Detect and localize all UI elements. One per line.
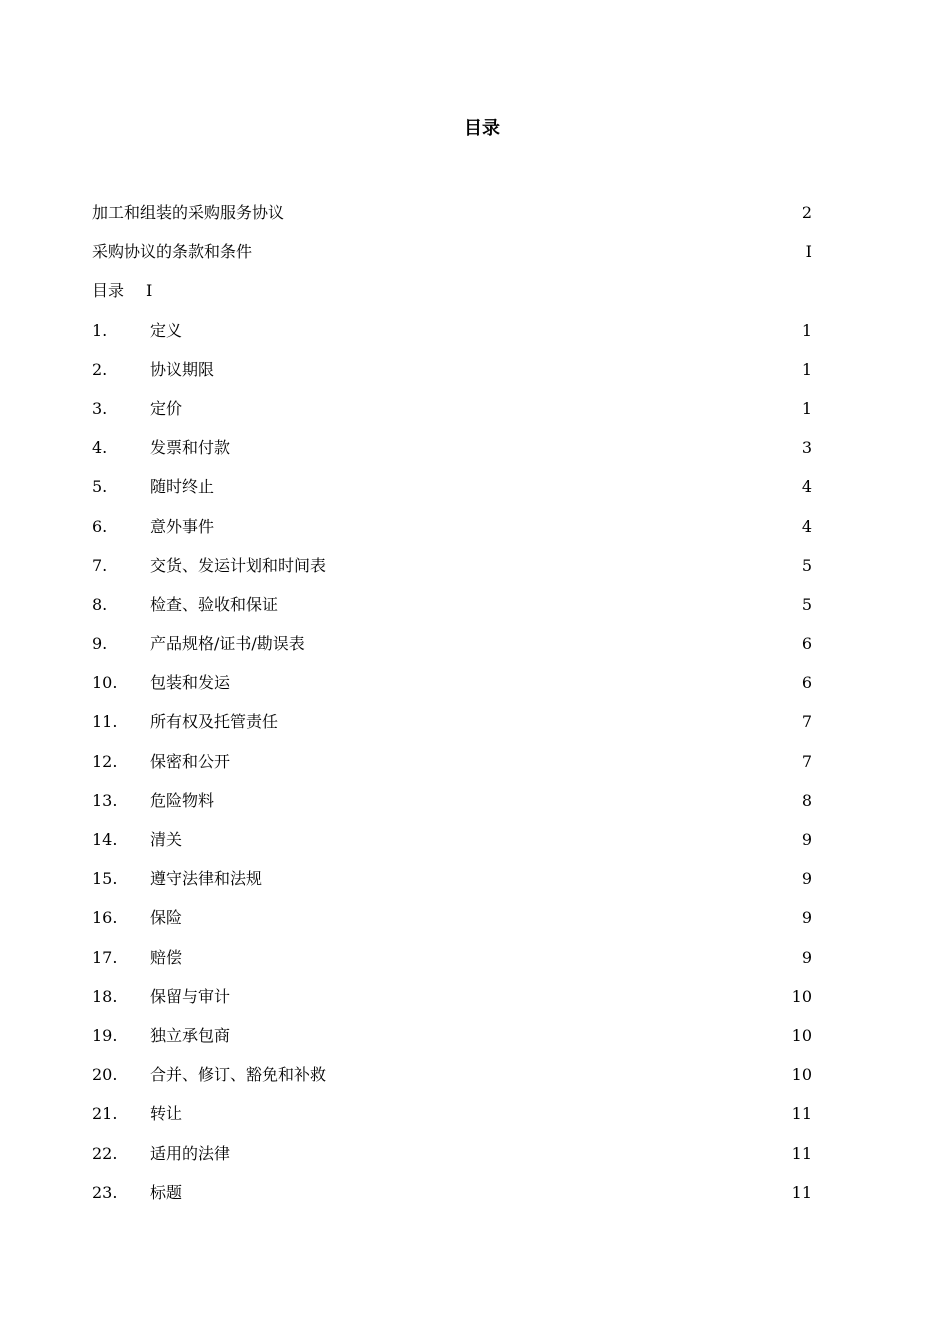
toc-entry-number: 8. bbox=[92, 594, 108, 614]
toc-entry bbox=[92, 397, 812, 436]
toc-entry-page: I bbox=[805, 242, 812, 262]
toc-entry-label: 危险物料 bbox=[150, 790, 215, 810]
toc-entry-number: 20. bbox=[92, 1065, 118, 1085]
toc-entry bbox=[92, 632, 812, 671]
toc-entry bbox=[92, 436, 812, 475]
toc-title: 目录 bbox=[464, 118, 500, 139]
toc-entry-label: 保险 bbox=[150, 908, 183, 928]
toc-entry-number: 23. bbox=[92, 1182, 118, 1202]
table-of-contents bbox=[92, 201, 812, 1220]
toc-entry-label: 发票和付款 bbox=[150, 438, 231, 458]
toc-entry-label: 保密和公开 bbox=[150, 751, 231, 771]
toc-entry bbox=[92, 515, 812, 554]
toc-entry-page: 3 bbox=[801, 438, 812, 458]
toc-entry-page: 11 bbox=[791, 1182, 812, 1202]
toc-entry bbox=[92, 867, 812, 906]
toc-entry-number: 5. bbox=[92, 477, 108, 497]
toc-entry bbox=[92, 319, 812, 358]
toc-entry bbox=[92, 789, 812, 828]
toc-entry-label: 遵守法律和法规 bbox=[150, 869, 263, 889]
toc-entry bbox=[92, 671, 812, 710]
toc-entry-page: 1 bbox=[801, 359, 812, 379]
toc-entry-label: 所有权及托管责任 bbox=[150, 712, 279, 732]
toc-entry-page: 7 bbox=[801, 751, 812, 771]
toc-entry-label: 定义 bbox=[150, 320, 183, 340]
toc-entry-label: 转让 bbox=[150, 1104, 183, 1124]
toc-entry-label: 协议期限 bbox=[150, 359, 215, 379]
toc-entry-number: 12. bbox=[92, 751, 118, 771]
toc-entry-inline-page: I bbox=[146, 281, 153, 301]
toc-entry-page: 7 bbox=[801, 712, 812, 732]
toc-entry-number: 9. bbox=[92, 634, 108, 654]
toc-entry-page: 4 bbox=[801, 477, 812, 497]
toc-entry-label bbox=[92, 279, 152, 303]
toc-entry-label: 意外事件 bbox=[150, 516, 215, 536]
toc-entry bbox=[92, 1181, 812, 1220]
toc-entry bbox=[92, 279, 812, 318]
toc-entry bbox=[92, 946, 812, 985]
toc-entry-number: 11. bbox=[92, 712, 118, 732]
toc-entry-label: 产品规格/证书/勘误表 bbox=[150, 634, 305, 654]
toc-entry-label: 加工和组装的采购服务协议 bbox=[92, 203, 285, 222]
toc-entry-number: 13. bbox=[92, 790, 118, 810]
toc-entry-label: 独立承包商 bbox=[150, 1025, 231, 1045]
toc-entry bbox=[92, 554, 812, 593]
toc-entry-page: 11 bbox=[791, 1143, 812, 1163]
toc-entry-number: 18. bbox=[92, 986, 118, 1006]
toc-entry-label: 交货、发运计划和时间表 bbox=[150, 555, 327, 575]
toc-entry-number: 17. bbox=[92, 947, 118, 967]
toc-entry-page: 9 bbox=[801, 908, 812, 928]
toc-entry-page: 4 bbox=[801, 516, 812, 536]
toc-entry bbox=[92, 1102, 812, 1141]
toc-entry-page: 1 bbox=[801, 320, 812, 340]
toc-entry-number: 2. bbox=[92, 359, 108, 379]
toc-entry-page: 9 bbox=[801, 869, 812, 889]
toc-entry-label: 定价 bbox=[150, 398, 183, 418]
toc-entry-page: 10 bbox=[791, 1025, 812, 1045]
toc-entry-label: 随时终止 bbox=[150, 477, 215, 497]
toc-entry-label: 采购协议的条款和条件 bbox=[92, 242, 253, 262]
toc-entry-number: 16. bbox=[92, 908, 118, 928]
toc-entry-label: 保留与审计 bbox=[150, 986, 231, 1006]
toc-entry bbox=[92, 1063, 812, 1102]
toc-entry-page: 8 bbox=[801, 790, 812, 810]
toc-entry-number: 15. bbox=[92, 869, 118, 889]
toc-entry-label: 适用的法律 bbox=[150, 1143, 231, 1163]
toc-entry-page: 5 bbox=[801, 555, 812, 575]
toc-entry bbox=[92, 358, 812, 397]
toc-entry-page: 9 bbox=[801, 830, 812, 849]
toc-entry-number: 10. bbox=[92, 673, 118, 693]
toc-entry-page: 2 bbox=[801, 203, 812, 222]
toc-entry-page: 10 bbox=[791, 1065, 812, 1085]
toc-entry-label: 清关 bbox=[150, 830, 183, 849]
toc-entry bbox=[92, 475, 812, 514]
toc-entry-page: 5 bbox=[801, 594, 812, 614]
toc-entry bbox=[92, 828, 812, 867]
toc-entry bbox=[92, 985, 812, 1024]
toc-entry-number: 14. bbox=[92, 830, 118, 849]
toc-entry bbox=[92, 906, 812, 945]
toc-entry-page: 9 bbox=[801, 947, 812, 967]
toc-entry-number: 21. bbox=[92, 1104, 118, 1124]
toc-entry-page: 1 bbox=[801, 398, 812, 418]
toc-entry-number: 6. bbox=[92, 516, 108, 536]
toc-entry-page: 6 bbox=[801, 634, 812, 654]
toc-entry-number: 1. bbox=[92, 320, 108, 340]
toc-entry bbox=[92, 1142, 812, 1181]
toc-entry-page: 10 bbox=[791, 986, 812, 1006]
toc-entry bbox=[92, 240, 812, 279]
toc-entry-label-text: 目录 bbox=[92, 281, 125, 301]
toc-entry-label: 检查、验收和保证 bbox=[150, 594, 279, 614]
toc-entry-page: 6 bbox=[801, 673, 812, 693]
toc-entry bbox=[92, 201, 812, 240]
toc-entry bbox=[92, 1024, 812, 1063]
toc-entry bbox=[92, 750, 812, 789]
toc-entry bbox=[92, 710, 812, 749]
toc-entry-label: 赔偿 bbox=[150, 947, 183, 967]
toc-entry-label: 包装和发运 bbox=[150, 673, 231, 693]
toc-entry-number: 3. bbox=[92, 398, 108, 418]
toc-entry-number: 4. bbox=[92, 438, 108, 458]
toc-entry-number: 19. bbox=[92, 1025, 118, 1045]
toc-entry-label: 标题 bbox=[150, 1182, 183, 1202]
toc-entry-number: 22. bbox=[92, 1143, 118, 1163]
toc-entry-label: 合并、修订、豁免和补救 bbox=[150, 1065, 327, 1085]
toc-entry-number: 7. bbox=[92, 555, 108, 575]
toc-entry bbox=[92, 593, 812, 632]
toc-entry-page: 11 bbox=[791, 1104, 812, 1124]
